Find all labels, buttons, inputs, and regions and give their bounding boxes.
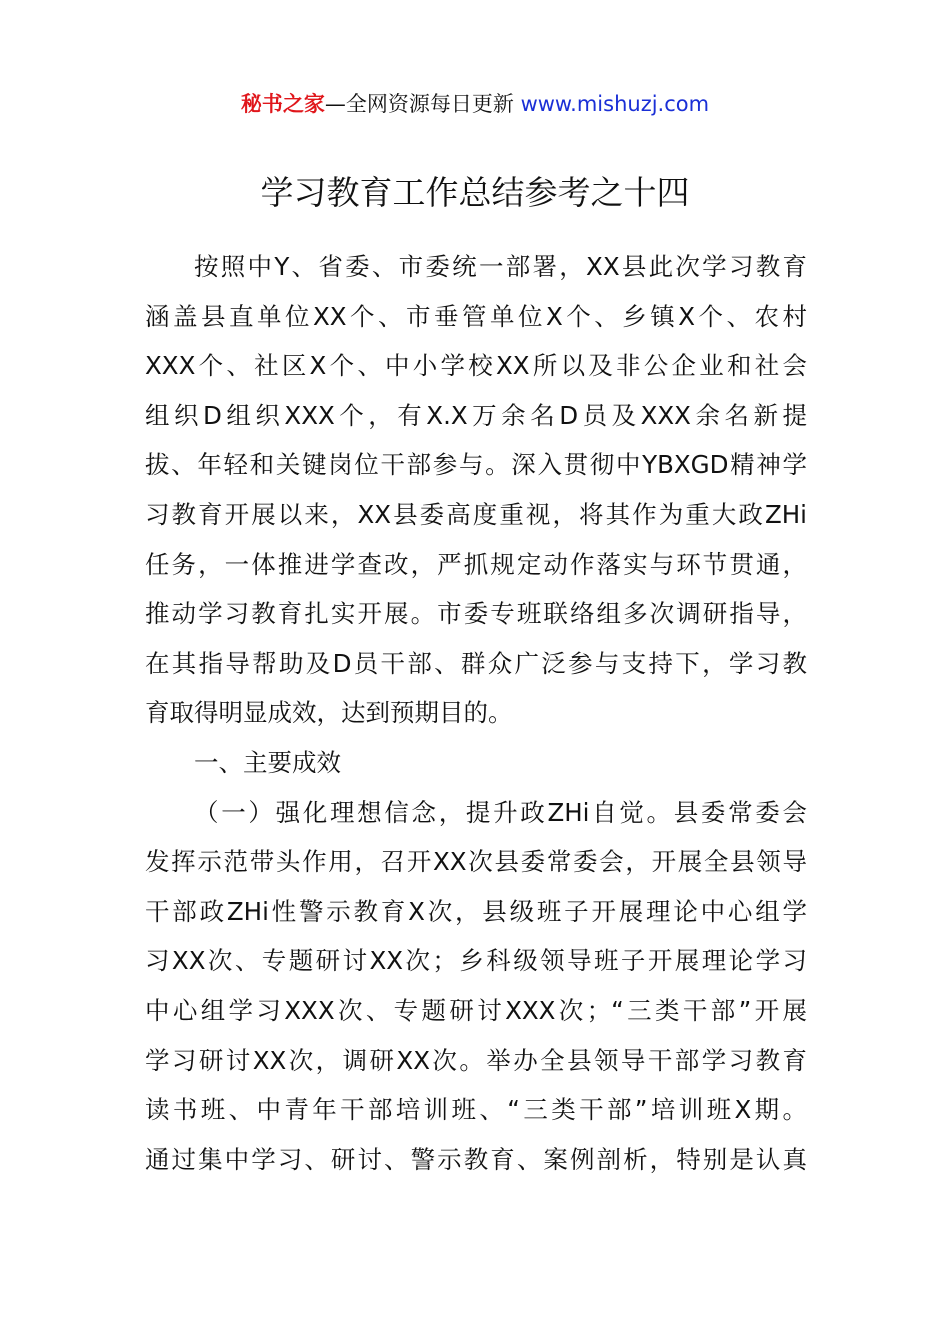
site-brand: 秘书之家 [240, 92, 325, 116]
site-header [0, 88, 950, 120]
paragraph-line: 通过集中学习、研讨、警示教育、案例剖析，特别是认真 [145, 1144, 807, 1174]
paragraph-line: 拔、年轻和关键岗位干部参与。深入贯彻中YBXGD精神学 [145, 450, 807, 480]
paragraph-line: 任务，一体推进学查改，严抓规定动作落实与环节贯通， [145, 549, 807, 579]
paragraph-line: （一）强化理想信念，提升政ZHi自觉。县委常委会 [194, 797, 807, 827]
document-body [145, 242, 807, 1184]
paragraph-line: XXX个、社区X个、中小学校XX所以及非公企业和社会 [145, 351, 807, 381]
paragraph-line: 学习研讨XX次，调研XX次。举办全县领导干部学习教育 [145, 1045, 807, 1075]
paragraph-line: 习XX次、专题研讨XX次；乡科级领导班子开展理论学习 [145, 946, 807, 976]
paragraph-line: 推动学习教育扎实开展。市委专班联络组多次调研指导， [145, 599, 807, 629]
paragraph-line: 涵盖县直单位XX个、市垂管单位X个、乡镇X个、农村 [145, 301, 807, 331]
document-title: 学习教育工作总结参考之十四 [260, 173, 690, 212]
paragraph-line: 干部政ZHi性警示教育X次，县级班子开展理论中心组学 [145, 896, 807, 926]
paragraph-line: 习教育开展以来，XX县委高度重视，将其作为重大政ZHi [145, 499, 807, 529]
paragraph-line: 中心组学习XXX次、专题研讨XXX次；“三类干部”开展 [145, 995, 807, 1025]
section-heading: 一、主要成效 [194, 747, 341, 777]
paragraph-line: 组织D组织XXX个，有X.X万余名D员及XXX余名新提 [145, 400, 807, 430]
paragraph-line: 育取得明显成效，达到预期目的。 [145, 698, 513, 728]
paragraph-line: 按照中Y、省委、市委统一部署，XX县此次学习教育 [194, 252, 807, 281]
paragraph-line: 发挥示范带头作用，召开XX次县委常委会，开展全县领导 [145, 847, 807, 877]
site-url-link[interactable]: www.mishuzj.com [520, 92, 710, 116]
site-tagline: —全网资源每日更新 [324, 92, 521, 116]
paragraph-line: 读书班、中青年干部培训班、“三类干部”培训班X期。 [145, 1095, 807, 1125]
paragraph-line: 在其指导帮助及D员干部、群众广泛参与支持下，学习教 [145, 648, 807, 678]
